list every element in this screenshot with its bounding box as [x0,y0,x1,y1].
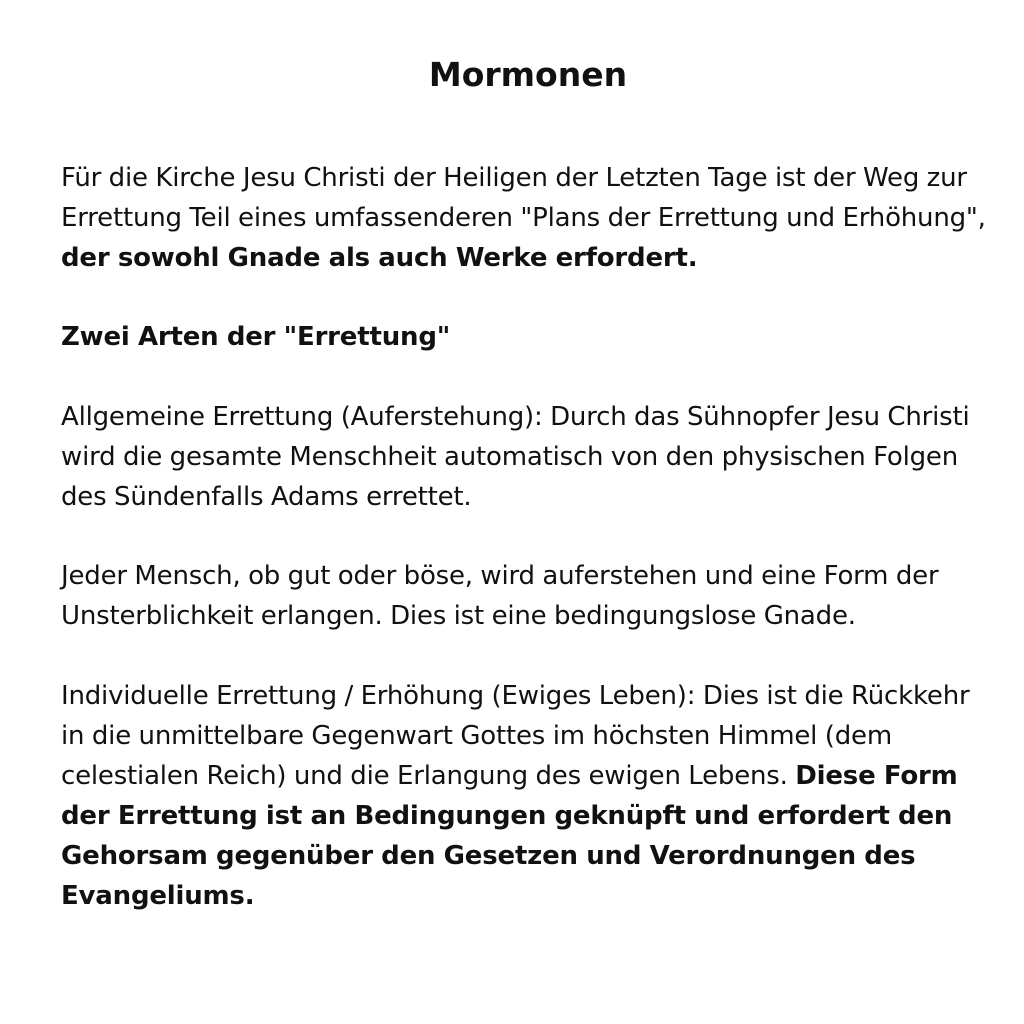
intro-bold-text: der sowohl Gnade als auch Werke erfordert. [61,243,698,273]
section-heading: Zwei Arten der "Errettung" [61,322,451,352]
individual-salvation-text: Individuelle Errettung / Erhöhung (Ewiges Leben): Dies ist die Rückkehr in die unmittelbare Gegenwart Gottes im höchsten Himmel (dem celestialen Reich) und die Erlangung des ewigen Lebens. [61,681,970,791]
page-title: Mormonen [428,55,628,94]
general-salvation-paragraph: Allgemeine Errettung (Auferstehung): Durch das Sühnopfer Jesu Christi wird die gesamte Menschheit automatisch von den physischen Folgen des Sündenfalls Adams errettet. [61,402,970,512]
intro-text: Für die Kirche Jesu Christi der Heiligen der Letzten Tage ist der Weg zur Errettung Teil eines umfassenderen "Plans der Errettung und Erhöhung", [61,163,986,233]
individual-salvation-paragraph [61,676,991,916]
intro-paragraph [61,158,991,278]
individual-salvation-bold-text: Diese Form der Errettung ist an Bedingungen geknüpft und erfordert den Gehorsam gegenüber den Gesetzen und Verordnungen des Evangeliums. [61,761,958,911]
resurrection-paragraph: Jeder Mensch, ob gut oder böse, wird auferstehen und eine Form der Unsterblichkeit erlangen. Dies ist eine bedingungslose Gnade. [61,561,939,631]
